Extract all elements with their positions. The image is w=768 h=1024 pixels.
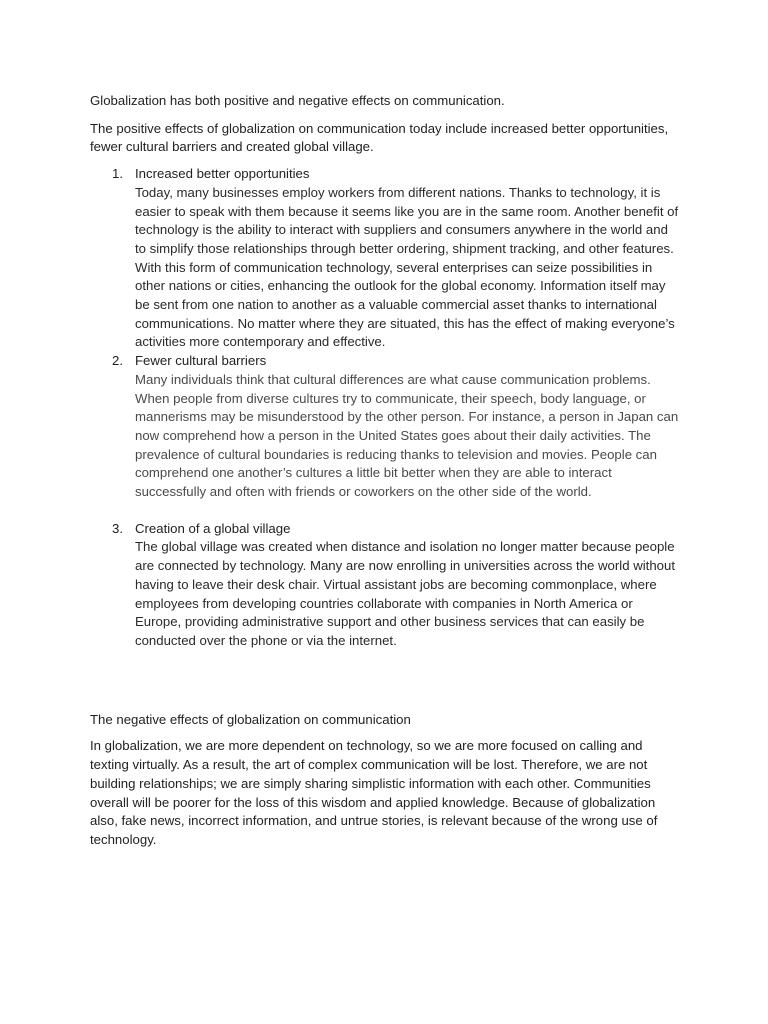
- positive-intro-paragraph: The positive effects of globalization on communication today include increased better opportunities, fewer cultural barriers and created global village.: [90, 120, 669, 155]
- list-item-title: Creation of a global village: [135, 520, 291, 536]
- list-item: [90, 520, 680, 651]
- list-item-body: Today, many businesses employ workers from different nations. Thanks to technology, it is easier to speak with them because it seems like you are in the same room. Another benefit of technology is the ability to interact with suppliers and consumers anywhere in the world and to simplify those relationships through better ordering, shipment tracking, and other features. With this form of communication technology, several enterprises can seize possibilities in other nations or cities, enhancing the outlook for the global economy. Information itself may be sent from one nation to another as a valuable commercial asset thanks to international communications. No matter where they are situated, this has the effect of making everyone’s activities more contemporary and effective.: [135, 184, 679, 350]
- list-item-body: The global village was created when distance and isolation no longer matter because people are connected by technology. Many are now enrolling in universities across the world without having to leave their desk chair. Virtual assistant jobs are becoming commonplace, where employees from developing countries collaborate with companies in North America or Europe, providing administrative support and other business services that can easily be conducted over the phone or via the internet.: [135, 539, 675, 648]
- section-spacer: [90, 651, 680, 711]
- list-item-title: Increased better opportunities: [135, 166, 310, 182]
- negative-heading: The negative effects of globalization on communication: [90, 711, 411, 727]
- positive-effects-list: [90, 165, 680, 651]
- document-page: [90, 92, 680, 858]
- negative-body-paragraph: In globalization, we are more dependent on technology, so we are more focused on calling and texting virtually. As a result, the art of complex communication will be lost. Therefore, we are not building relationships; we are simply sharing simplistic information with each other. Communities overall will be poorer for the loss of this wisdom and applied knowledge. Because of globalization also, fake news, incorrect information, and untrue stories, is relevant because of the wrong use of technology.: [90, 738, 658, 847]
- list-spacer: [90, 502, 680, 520]
- list-item-number: 3.: [112, 520, 123, 536]
- list-item: [90, 165, 680, 352]
- list-item-title: Fewer cultural barriers: [135, 353, 267, 369]
- list-item-body: Many individuals think that cultural differences are what cause communication problems. When people from diverse cultures try to communicate, their speech, body language, or mannerisms may be misunderstood by the other person. For instance, a person in Japan can now comprehend how a person in the United States goes about their daily activities. The prevalence of cultural boundaries is reducing thanks to television and movies. People can comprehend one another’s cultures a little bit better when they are able to interact successfully and often with friends or coworkers on the other side of the world.: [135, 371, 679, 500]
- intro-paragraph: Globalization has both positive and negative effects on communication.: [90, 93, 505, 108]
- list-item-number: 1.: [112, 166, 123, 182]
- list-item-number: 2.: [112, 353, 123, 369]
- list-item: [90, 352, 680, 502]
